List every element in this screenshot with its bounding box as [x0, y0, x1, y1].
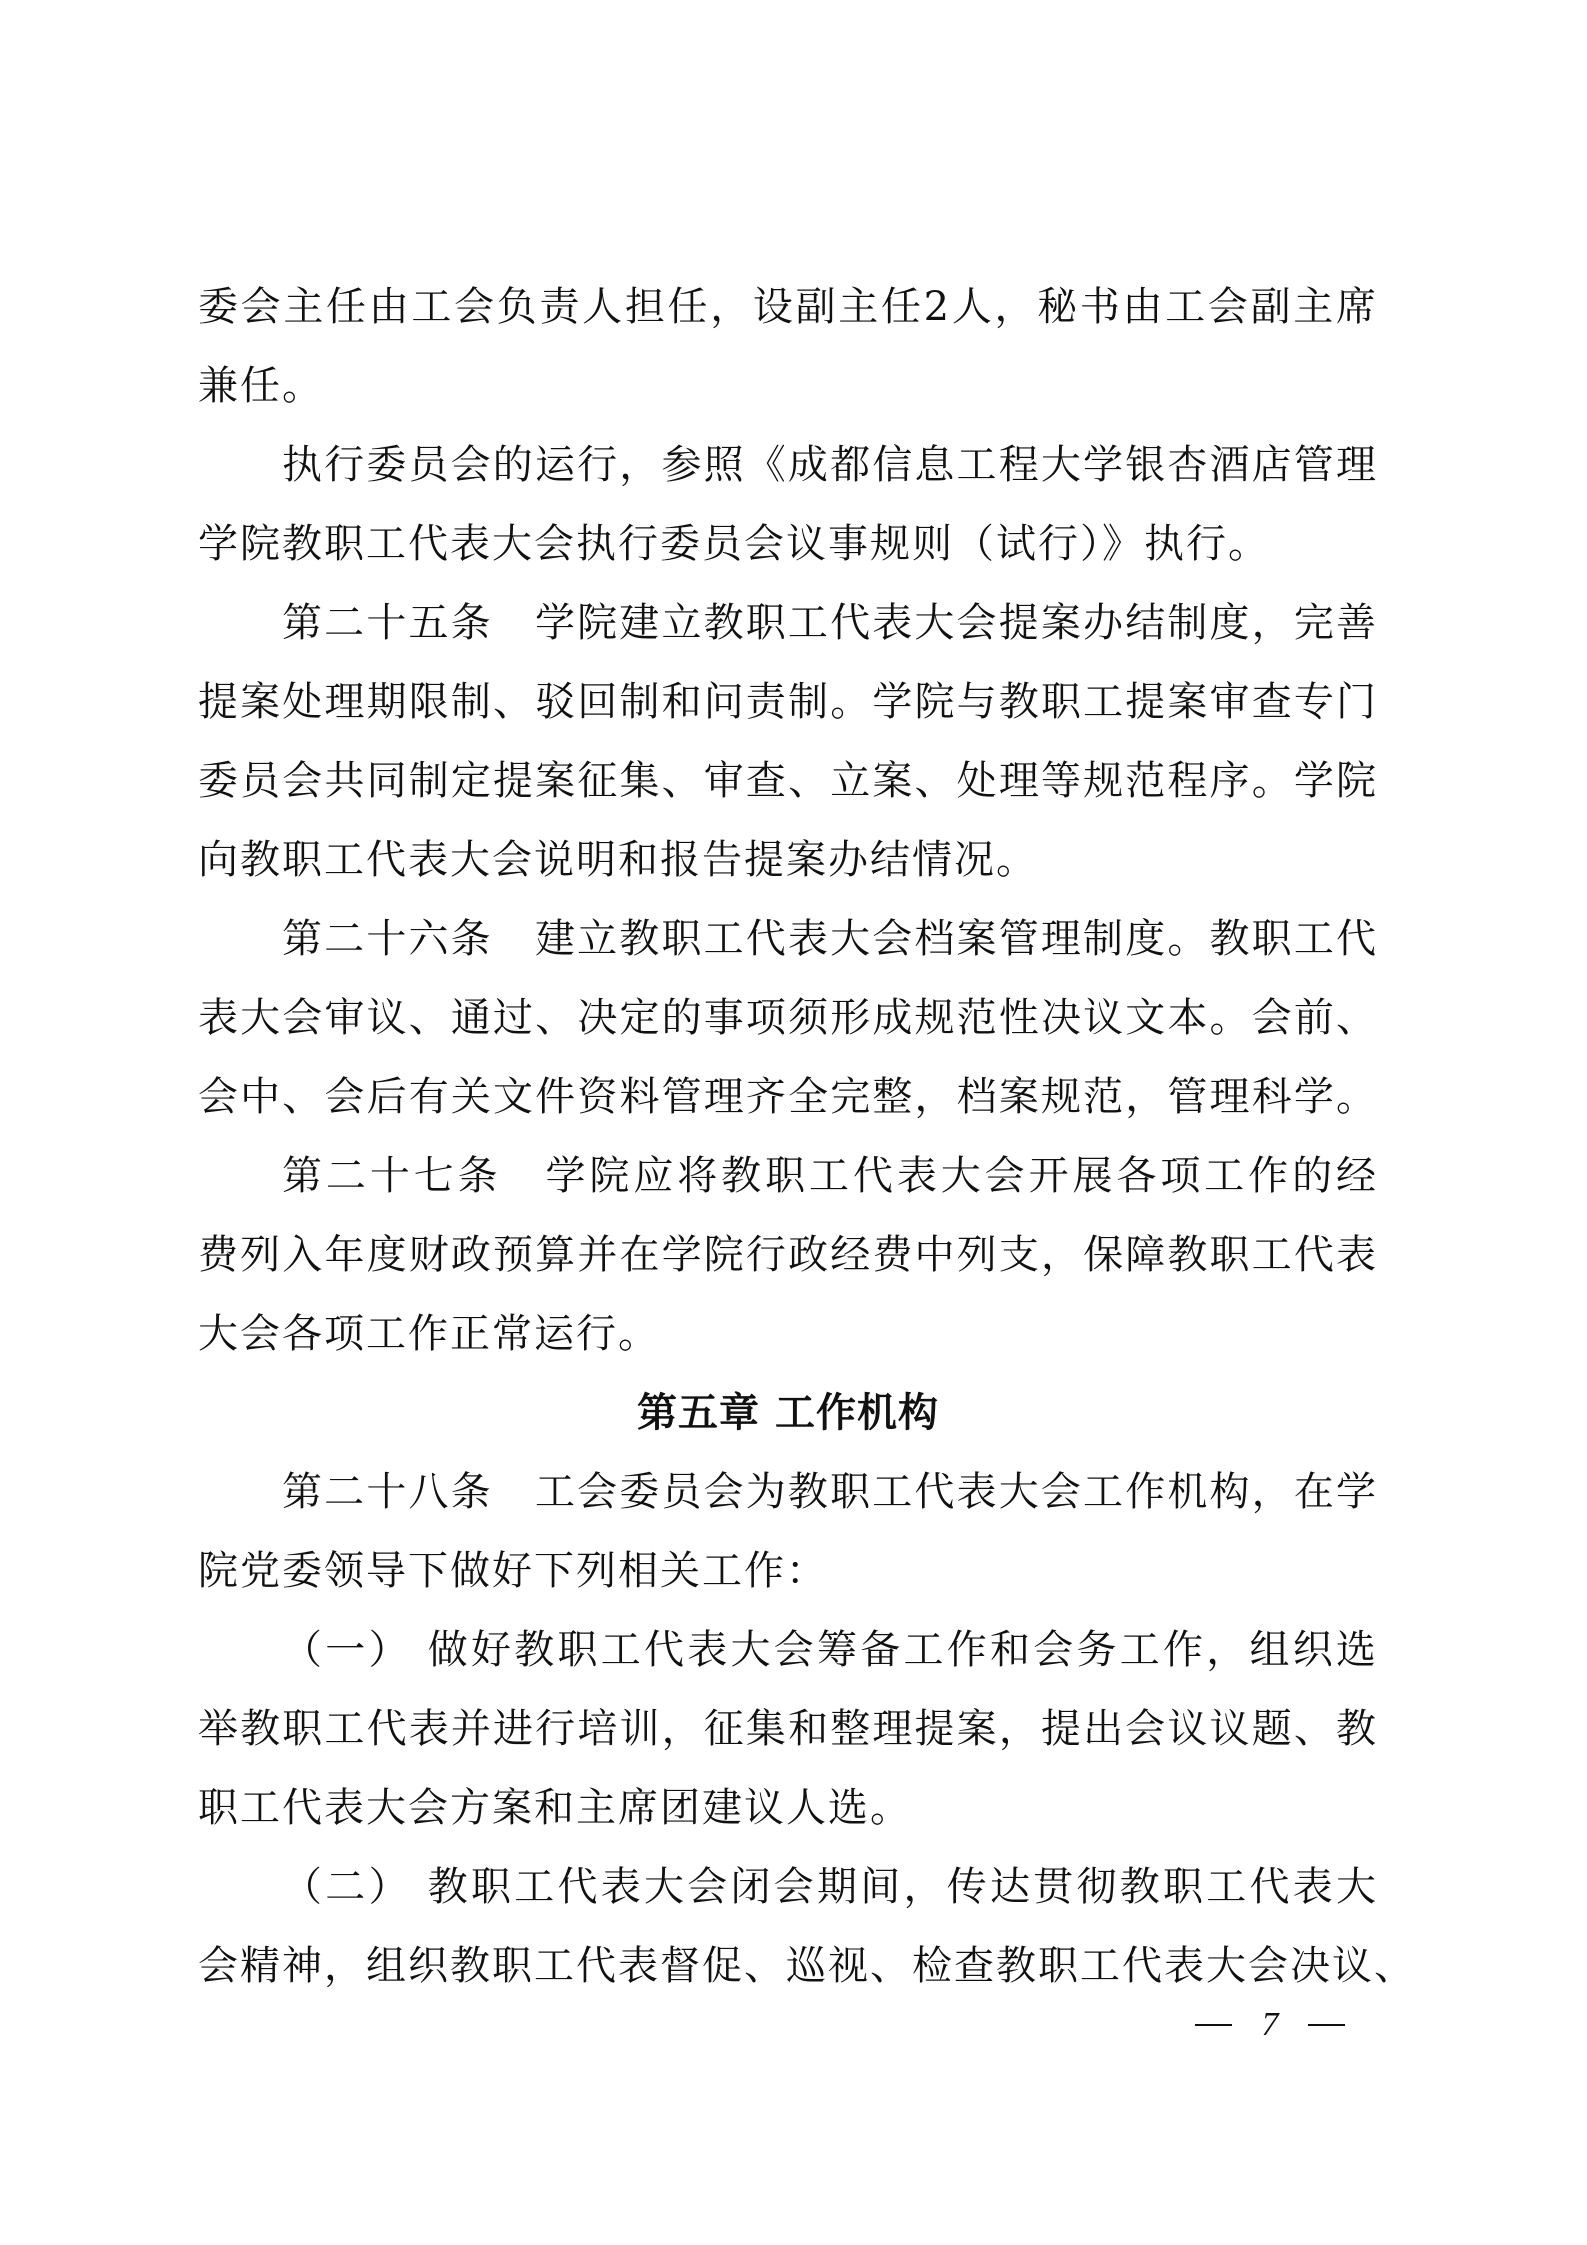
text-line: 向教职工代表大会说明和报告提案办结情况。	[198, 837, 1038, 883]
article-26: 第二十六条 建立教职工代表大会档案管理制度。教职工代	[282, 916, 1378, 962]
text-line: 举教职工代表并进行培训，征集和整理提案，提出会议议题、教	[198, 1706, 1378, 1752]
text-line: 学院教职工代表大会执行委员会议事规则（试行）》执行。	[198, 521, 1270, 567]
text-line: 院党委领导下做好下列相关工作：	[198, 1548, 828, 1594]
dash-right	[1308, 2024, 1345, 2026]
text-line: 表大会审议、通过、决定的事项须形成规范性决议文本。会前、	[198, 995, 1378, 1041]
text-line: 职工代表大会方案和主席团建议人选。	[198, 1785, 912, 1831]
page-number	[1195, 2005, 1345, 2045]
text-line: 会中、会后有关文件资料管理齐全完整，档案规范，管理科学。	[198, 1074, 1378, 1120]
article-27: 第二十七条 学院应将教职工代表大会开展各项工作的经	[282, 1153, 1378, 1199]
article-25: 第二十五条 学院建立教职工代表大会提案办结制度，完善	[282, 600, 1378, 646]
document-body	[198, 268, 1416, 2006]
text-line: 委会主任由工会负责人担任，设副主任2人，秘书由工会副主席	[198, 284, 1378, 330]
paragraph-executive-committee: 执行委员会的运行，参照《成都信息工程大学银杏酒店管理	[282, 442, 1378, 488]
text-line: 大会各项工作正常运行。	[198, 1311, 660, 1357]
text-line: 提案处理期限制、驳回制和问责制。学院与教职工提案审查专门	[198, 679, 1378, 725]
dash-left	[1195, 2024, 1232, 2026]
text-line: 委员会共同制定提案征集、审查、立案、处理等规范程序。学院	[198, 758, 1378, 804]
article-28: 第二十八条 工会委员会为教职工代表大会工作机构，在学	[282, 1469, 1378, 1515]
text-line: 会精神，组织教职工代表督促、巡视、检查教职工代表大会决议、	[198, 1943, 1416, 1989]
text-line: 兼任。	[198, 363, 324, 409]
text-line: 费列入年度财政预算并在学院行政经费中列支，保障教职工代表	[198, 1232, 1378, 1278]
list-item-2: （二） 教职工代表大会闭会期间，传达贯彻教职工代表大	[282, 1864, 1378, 1910]
chapter-heading: 第五章 工作机构	[637, 1390, 939, 1436]
list-item-1: （一） 做好教职工代表大会筹备工作和会务工作，组织选	[282, 1627, 1378, 1673]
page-number-value: 7	[1261, 2006, 1279, 2043]
